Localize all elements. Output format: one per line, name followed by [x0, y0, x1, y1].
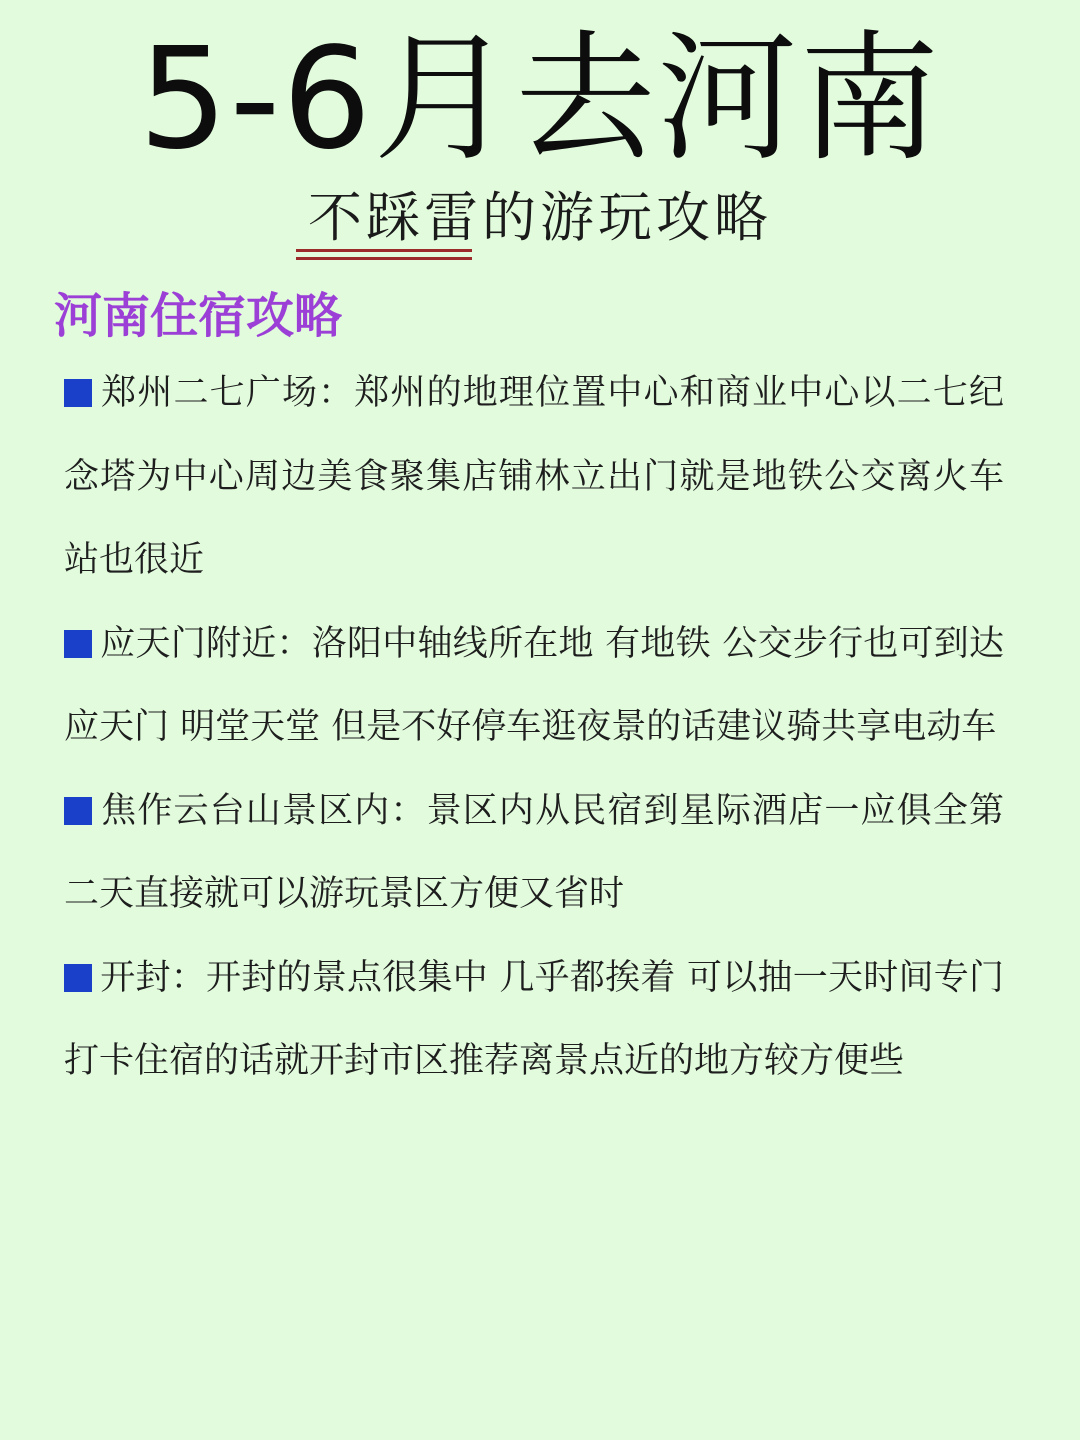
list-item [64, 352, 1004, 603]
page-subtitle: 不踩雷的游玩攻略 [308, 186, 772, 249]
list-item-text: 郑州二七广场：郑州的地理位置中心和商业中心以二七纪念塔为中心周边美食聚集店铺林立出门就是地铁公交离火车站也很近 [64, 373, 1004, 580]
blue-square-icon [64, 797, 92, 825]
entries-list [64, 352, 1004, 1104]
blue-square-icon [64, 379, 92, 407]
page-title: 5-6月去河南 [138, 18, 942, 181]
list-item-text: 开封：开封的景点很集中 几乎都挨着 可以抽一天时间专门打卡住宿的话就开封市区推荐离景点近的地方较方便些 [64, 957, 1004, 1081]
blue-square-icon [64, 964, 92, 992]
list-item [64, 937, 1004, 1104]
list-item-text: 焦作云台山景区内：景区内从民宿到星际酒店一应俱全第二天直接就可以游玩景区方便又省时 [64, 790, 1004, 914]
list-item [64, 603, 1004, 770]
blue-square-icon [64, 630, 92, 658]
list-item [64, 770, 1004, 937]
subtitle-double-underline [296, 249, 472, 260]
section-heading: 河南住宿攻略 [54, 288, 343, 344]
list-item-text: 应天门附近：洛阳中轴线所在地 有地铁 公交步行也可到达应天门 明堂天堂 但是不好停车逛夜景的话建议骑共享电动车 [64, 623, 1004, 747]
